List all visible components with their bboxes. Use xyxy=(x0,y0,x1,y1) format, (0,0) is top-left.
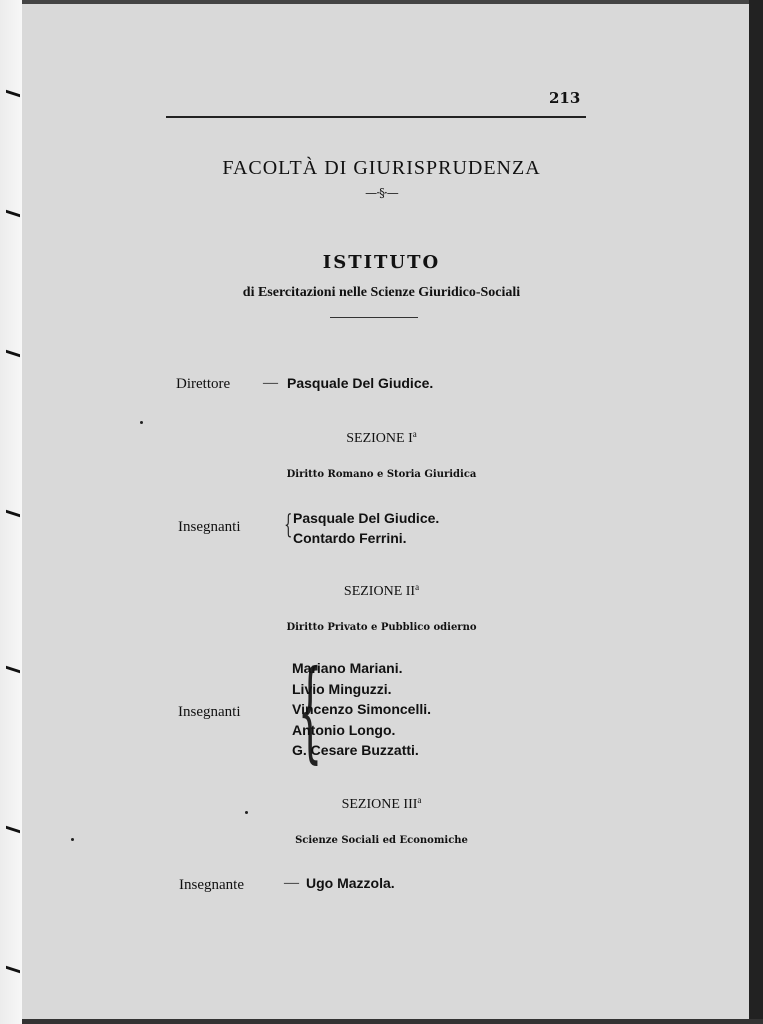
binding-mark xyxy=(6,90,20,98)
page-bottom-edge xyxy=(22,1019,763,1024)
section-heading-text: SEZIONE III xyxy=(341,797,418,812)
section-heading-ordinal: a xyxy=(417,795,422,805)
section-2-heading xyxy=(0,584,763,600)
teacher-name: Antonio Longo. xyxy=(292,721,396,738)
page-top-edge xyxy=(22,0,763,4)
binding-mark xyxy=(6,666,20,674)
brace-icon: { xyxy=(297,646,323,774)
ornament-divider: —·§·— xyxy=(365,186,398,200)
brace-icon: { xyxy=(284,510,293,540)
teacher-name: Ugo Mazzola. xyxy=(306,875,395,891)
institute-subtitle: di Esercitazioni nelle Scienze Giuridico-Sociali xyxy=(242,285,521,300)
scan-speck xyxy=(71,838,74,841)
section-1-subject: Diritto Romano e Storia Giuridica xyxy=(286,469,477,480)
teacher-name: Pasquale Del Giudice. xyxy=(293,510,440,526)
teacher-name: G. Cesare Buzzatti. xyxy=(292,742,419,758)
page-number: 213 xyxy=(549,89,581,107)
binding-mark xyxy=(6,350,20,358)
scan-speck xyxy=(245,811,248,814)
scan-speck xyxy=(140,421,143,424)
section-heading-ordinal: a xyxy=(415,582,420,592)
section-3-teacher-label: Insegnante xyxy=(179,877,244,893)
section-rule xyxy=(330,317,418,318)
section-3-heading xyxy=(0,797,763,813)
section-heading-text: SEZIONE I xyxy=(346,431,413,446)
teacher-name: Livio Minguzzi. xyxy=(292,680,392,697)
binding-mark xyxy=(6,510,20,518)
section-1-teachers xyxy=(293,508,439,548)
binding-mark xyxy=(6,966,20,974)
teacher-name: Contardo Ferrini. xyxy=(293,530,407,546)
faculty-title: FACOLTÀ DI GIURISPRUDENZA xyxy=(222,157,541,179)
director-label: Direttore xyxy=(176,376,231,392)
section-2-subject: Diritto Privato e Pubblico odierno xyxy=(286,622,477,633)
section-3-dash: — xyxy=(284,875,299,891)
header-rule xyxy=(166,116,586,118)
section-1-teachers-label: Insegnanti xyxy=(178,519,241,535)
director-name: Pasquale Del Giudice. xyxy=(287,375,434,391)
binding-mark xyxy=(6,210,20,218)
section-heading-text: SEZIONE II xyxy=(343,584,416,599)
section-2-teachers xyxy=(292,658,431,761)
section-1-heading xyxy=(0,431,763,447)
teacher-name: Mariano Mariani. xyxy=(292,660,403,676)
director-dash: — xyxy=(263,375,278,391)
teacher-name: Vincenzo Simoncelli. xyxy=(292,701,432,717)
section-2-teachers-label: Insegnanti xyxy=(178,704,241,720)
book-binding-edge xyxy=(0,0,22,1024)
page-right-shadow xyxy=(749,0,763,1024)
binding-mark xyxy=(6,826,20,834)
section-heading-ordinal: a xyxy=(412,429,417,439)
institute-title: ISTITUTO xyxy=(322,252,441,273)
section-3-subject: Scienze Sociali ed Economiche xyxy=(295,835,468,846)
